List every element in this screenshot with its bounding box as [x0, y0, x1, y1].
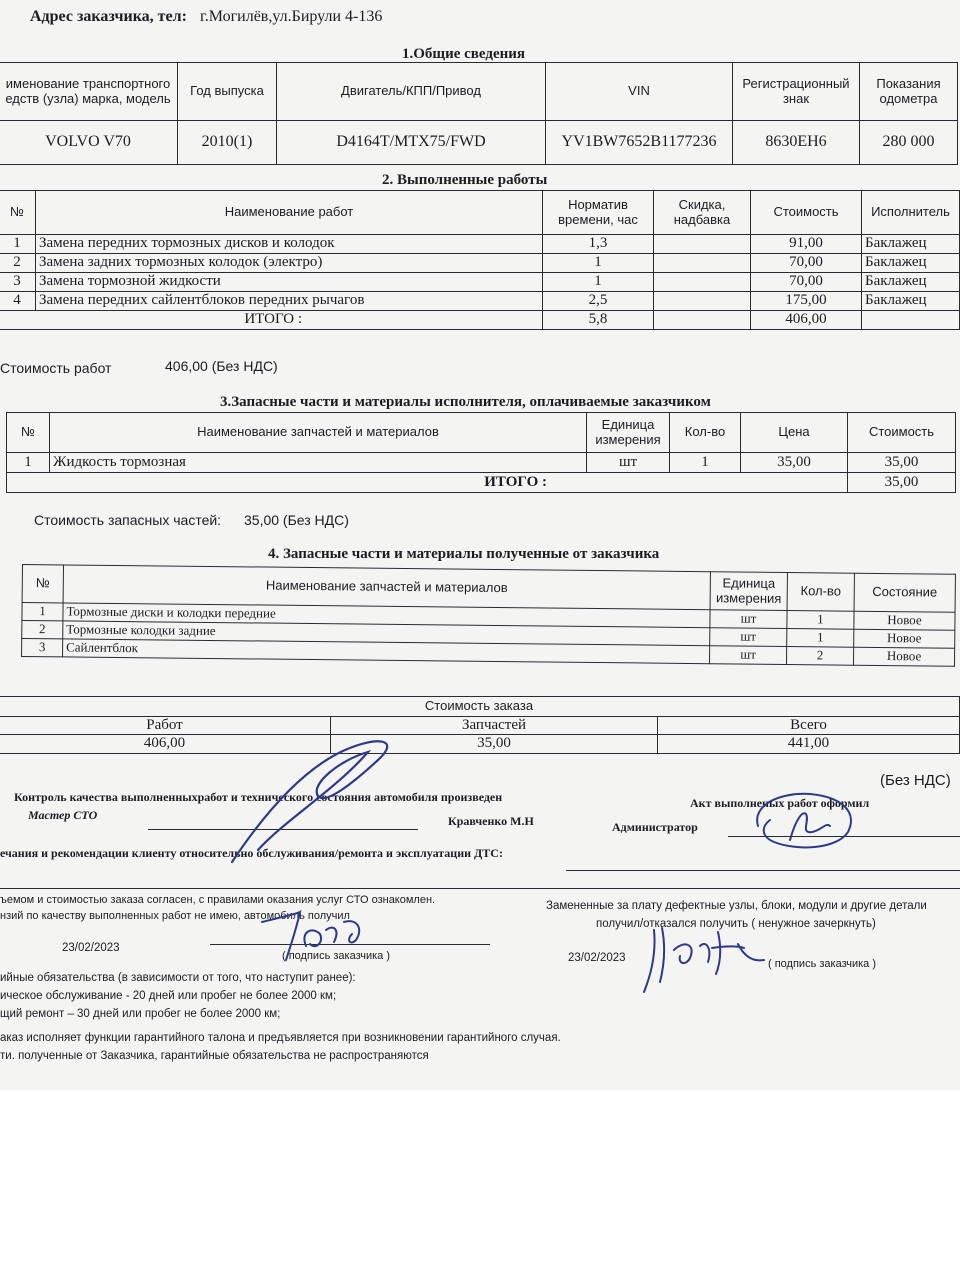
- header-vehicle: именование транспортного едств (узла) марка, модель: [0, 63, 178, 121]
- warranty-line-1: ическое обслуживание - 20 дней или пробег не более 2000 км;: [0, 990, 337, 1002]
- section2-title: 2. Выполненные работы: [382, 172, 548, 188]
- header-unit: Единица измерения: [587, 413, 670, 453]
- header-norm: Норматив времени, час: [543, 191, 654, 235]
- total-norm: 5,8: [543, 311, 654, 330]
- section4-title: 4. Запасные части и материалы полученные от заказчика: [268, 546, 660, 562]
- odometer-value: 280 000: [860, 121, 958, 165]
- works-cost-label: Стоимость работ: [0, 360, 112, 376]
- header-parts: Запчастей: [331, 717, 658, 735]
- row-no: 1: [22, 603, 63, 621]
- customer-signature-caption-2: ( подпись заказчика ): [768, 958, 877, 970]
- row-executor: Баклажец: [862, 292, 960, 311]
- parts-cost-label: Стоимость запасных частей:: [34, 512, 222, 528]
- date-2: 23/02/2023: [568, 952, 626, 964]
- row-state: Новое: [854, 611, 955, 630]
- warranty-line-3: аказ исполняет функции гарантийного талона и предъявляется при возникновении гарантийного случая.: [0, 1032, 561, 1044]
- row-qty: 2: [786, 647, 853, 666]
- header-discount: Скидка, надбавка: [654, 191, 751, 235]
- header-unit: Единица измерения: [710, 572, 787, 611]
- row-work-name: Замена передних тормозных дисков и колодок: [36, 235, 543, 254]
- section1-title: 1.Общие сведения: [402, 46, 525, 62]
- master-name: Кравченко М.Н: [448, 814, 534, 828]
- row-work-name: Замена передних сайлентблоков передних рычагов: [36, 292, 543, 311]
- row-state: Новое: [854, 629, 955, 648]
- row-state: Новое: [853, 647, 954, 666]
- row-executor: Баклажец: [862, 254, 960, 273]
- row-qty: 1: [787, 611, 854, 630]
- row-no: 2: [0, 254, 36, 273]
- agreement-text-1: ъемом и стоимостью заказа согласен, с правилами оказания услуг СТО ознакомлен.: [0, 894, 436, 906]
- row-work-name: Замена тормозной жидкости: [36, 273, 543, 292]
- address-label: Адрес заказчика, тел:: [30, 8, 187, 25]
- vin-value: YV1BW7652B1177236: [546, 121, 733, 165]
- row-norm: 1: [543, 273, 654, 292]
- master-signature: [232, 741, 387, 862]
- row-executor: Баклажец: [862, 235, 960, 254]
- replaced-parts-text-2: получил/отказался получить ( ненужное зачеркнуть): [596, 918, 876, 930]
- address-value: г.Могилёв,ул.Бирули 4-136: [200, 8, 383, 25]
- order-works-value: 406,00: [0, 735, 331, 753]
- row-no: 4: [0, 292, 36, 311]
- header-no: №: [22, 565, 63, 603]
- admin-signature: [757, 794, 851, 848]
- header-executor: Исполнитель: [862, 191, 960, 235]
- order-parts-value: 35,00: [331, 735, 658, 753]
- order-cost-title: Стоимость заказа: [0, 697, 960, 717]
- master-label: Мастер СТО: [28, 808, 98, 822]
- header-reg: Регистрационный знак: [733, 63, 860, 121]
- row-unit: шт: [709, 646, 786, 665]
- header-cost: Стоимость: [751, 191, 862, 235]
- header-qty: Кол-во: [787, 573, 854, 612]
- row-unit: шт: [710, 628, 787, 647]
- header-no: №: [7, 413, 50, 453]
- year-value: 2010(1): [178, 121, 277, 165]
- total-label: ИТОГО :: [0, 311, 543, 330]
- order-total-value: 441,00: [658, 735, 960, 753]
- agreement-text-2: нзий по качеству выполненных работ не имею, автомобиль получил: [0, 910, 350, 922]
- header-engine: Двигатель/КПП/Привод: [277, 63, 546, 121]
- header-price: Цена: [741, 413, 848, 453]
- row-price: 35,00: [741, 453, 848, 473]
- row-cost: 91,00: [751, 235, 862, 254]
- row-qty: 1: [670, 453, 741, 473]
- row-no: 1: [7, 453, 50, 473]
- row-part-name: Сайлентблок: [63, 639, 710, 664]
- works-cost-value: 406,00 (Без НДС): [165, 358, 278, 374]
- header-part-name: Наименование запчастей и материалов: [63, 565, 710, 610]
- header-qty: Кол-во: [670, 413, 741, 453]
- parts-cost-value: 35,00 (Без НДС): [244, 512, 349, 528]
- remarks-text: ечания и рекомендации клиенту относительно обслуживания/ремонта и эксплуатации ДТС:: [0, 846, 503, 860]
- row-cost: 35,00: [848, 453, 956, 473]
- row-cost: 175,00: [751, 292, 862, 311]
- row-executor: Баклажец: [862, 273, 960, 292]
- header-part-name: Наименование запчастей и материалов: [50, 413, 587, 453]
- row-no: 3: [0, 273, 36, 292]
- date-1: 23/02/2023: [62, 942, 120, 954]
- row-part-name: Тормозные колодки задние: [63, 621, 710, 646]
- row-no: 2: [22, 621, 63, 639]
- order-vat-note: (Без НДС): [880, 772, 951, 789]
- total-label: ИТОГО :: [7, 473, 848, 493]
- row-unit: шт: [587, 453, 670, 473]
- header-work-name: Наименование работ: [36, 191, 543, 235]
- header-odometer: Показания одометра: [860, 63, 958, 121]
- row-part-name: Жидкость тормозная: [50, 453, 587, 473]
- admin-label: Администратор: [612, 820, 698, 834]
- row-no: 3: [22, 639, 63, 657]
- customer-signature-caption-1: ( подпись заказчика ): [282, 950, 391, 962]
- section3-title: 3.Запасные части и материалы исполнителя, оплачиваемые заказчиком: [220, 394, 711, 410]
- warranty-line-2: щий ремонт – 30 дней или пробег не более 2000 км;: [0, 1008, 281, 1020]
- row-cost: 70,00: [751, 273, 862, 292]
- engine-value: D4164T/MTX75/FWD: [277, 121, 546, 165]
- header-works: Работ: [0, 717, 331, 735]
- act-text: Акт выполненых работ оформил: [690, 796, 870, 810]
- total-cost: 406,00: [751, 311, 862, 330]
- warranty-title: ийные обязательства (в зависимости от того, что наступит ранее):: [0, 972, 356, 984]
- quality-control-text: Контроль качества выполненныхработ и технического состояния автомобиля произведен: [14, 790, 503, 804]
- vehicle-value: VOLVO V70: [0, 121, 178, 165]
- header-total: Всего: [658, 717, 960, 735]
- header-no: №: [0, 191, 36, 235]
- header-year: Год выпуска: [178, 63, 277, 121]
- row-norm: 1: [543, 254, 654, 273]
- warranty-line-4: ти. полученные от Заказчика, гарантийные обязательства не распространяются: [0, 1050, 429, 1062]
- row-no: 1: [0, 235, 36, 254]
- customer-signature-2: [644, 928, 764, 992]
- header-cost: Стоимость: [848, 413, 956, 453]
- header-vin: VIN: [546, 63, 733, 121]
- header-state: Состояние: [854, 573, 955, 612]
- reg-value: 8630EH6: [733, 121, 860, 165]
- row-work-name: Замена задних тормозных колодок (электро): [36, 254, 543, 273]
- replaced-parts-text-1: Замененные за плату дефектные узлы, блоки, модули и другие детали: [546, 900, 927, 912]
- customer-signature-1: [262, 912, 359, 960]
- row-norm: 2,5: [543, 292, 654, 311]
- row-part-name: Тормозные диски и колодки передние: [63, 603, 710, 628]
- row-qty: 1: [787, 629, 854, 648]
- row-norm: 1,3: [543, 235, 654, 254]
- row-cost: 70,00: [751, 254, 862, 273]
- total-cost: 35,00: [848, 473, 956, 493]
- row-unit: шт: [710, 610, 787, 629]
